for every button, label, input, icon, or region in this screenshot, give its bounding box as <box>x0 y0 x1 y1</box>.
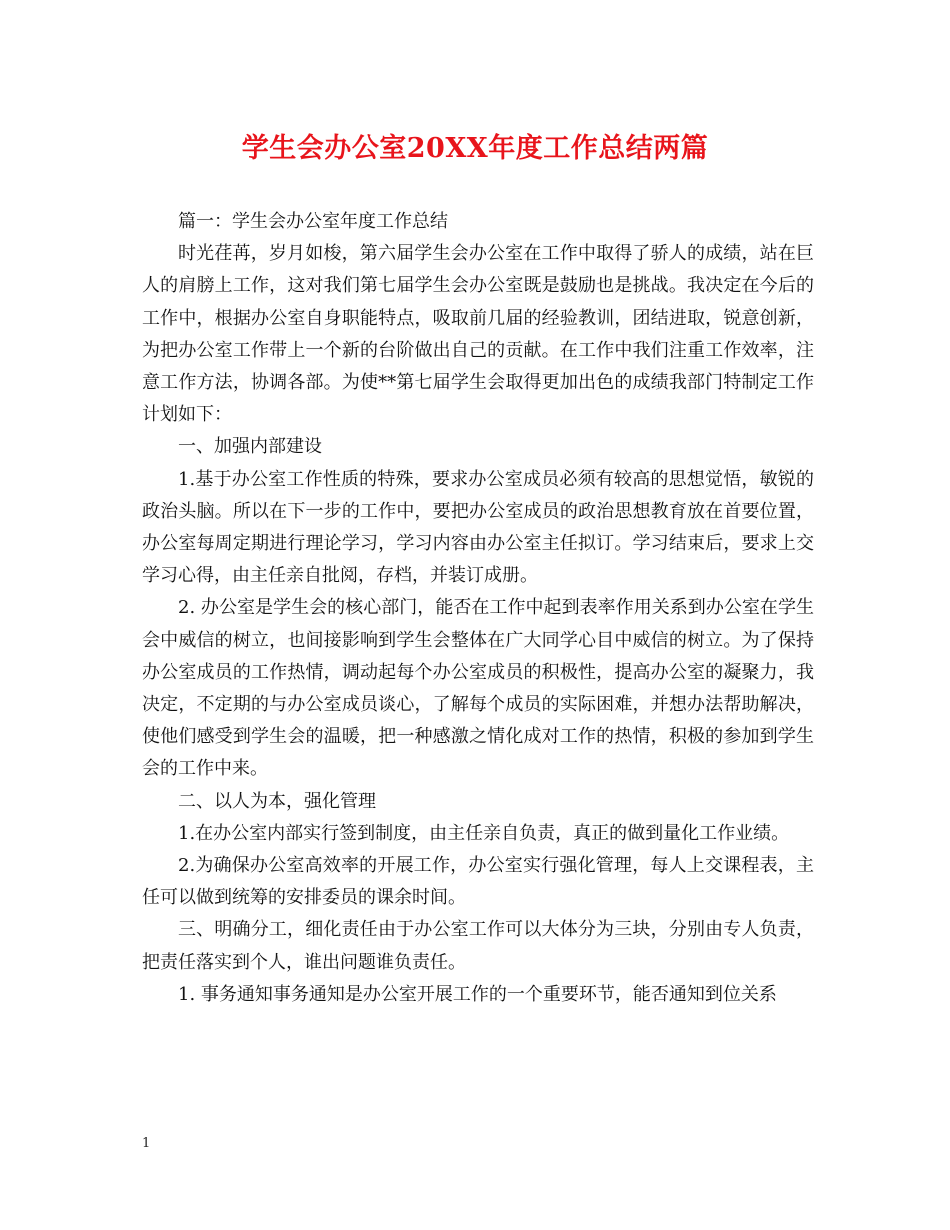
body-paragraph: 1. 事务通知事务通知是办公室开展工作的一个重要环节，能否通知到位关系 <box>178 983 777 1005</box>
body-paragraph: 三、明确分工，细化责任由于办公室工作可以大体分为三块，分别由专人负责，把责任落实到个人，谁出问题谁负责任。 <box>142 919 814 973</box>
body-paragraph: 1.基于办公室工作性质的特殊，要求办公室成员必须有较高的思想觉悟，敏锐的政治头脑。所以在下一步的工作中，要把办公室成员的政治思想教育放在首要位置，办公室每周定期进行理论学习，学习内容由办公室主任拟订。学习结束后，要求上交学习心得，由主任亲自批阅，存档，并装订成册。 <box>142 468 814 587</box>
document-body <box>142 206 814 1011</box>
page-number: 1 <box>142 1136 151 1151</box>
body-paragraph: 2. 办公室是学生会的核心部门，能否在工作中起到表率作用关系到办公室在学生会中威信的树立，也间接影响到学生会整体在广大同学心目中威信的树立。为了保持办公室成员的工作热情，调动起每个办公室成员的积极性，提高办公室的凝聚力，我决定，不定期的与办公室成员谈心，了解每个成员的实际困难，并想办法帮助解决，使他们感受到学生会的温暖，把一种感激之情化成对工作的热情，积极的参加到学生会的工作中来。 <box>142 597 814 780</box>
body-paragraph: 2.为确保办公室高效率的开展工作，办公室实行强化管理，每人上交课程表，主任可以做到统筹的安排委员的课余时间。 <box>142 855 814 909</box>
body-paragraph: 时光荏苒，岁月如梭，第六届学生会办公室在工作中取得了骄人的成绩，站在巨人的肩膀上工作，这对我们第七届学生会办公室既是鼓励也是挑战。我决定在今后的工作中，根据办公室自身职能特点，吸取前几届的经验教训，团结进取，锐意创新，为把办公室工作带上一个新的台阶做出自己的贡献。在工作中我们注重工作效率，注意工作方法，协调各部。为使**第七届学生会取得更加出色的成绩我部门特制定工作计划如下： <box>142 243 814 426</box>
document-title: 学生会办公室20XX年度工作总结两篇 <box>241 133 709 164</box>
section-heading: 二、以人为本，强化管理 <box>178 790 376 812</box>
section-heading: 篇一：学生会办公室年度工作总结 <box>178 211 448 232</box>
body-paragraph: 1.在办公室内部实行签到制度，由主任亲自负责，真正的做到量化工作业绩。 <box>178 822 790 844</box>
section-heading: 一、加强内部建设 <box>178 436 322 458</box>
